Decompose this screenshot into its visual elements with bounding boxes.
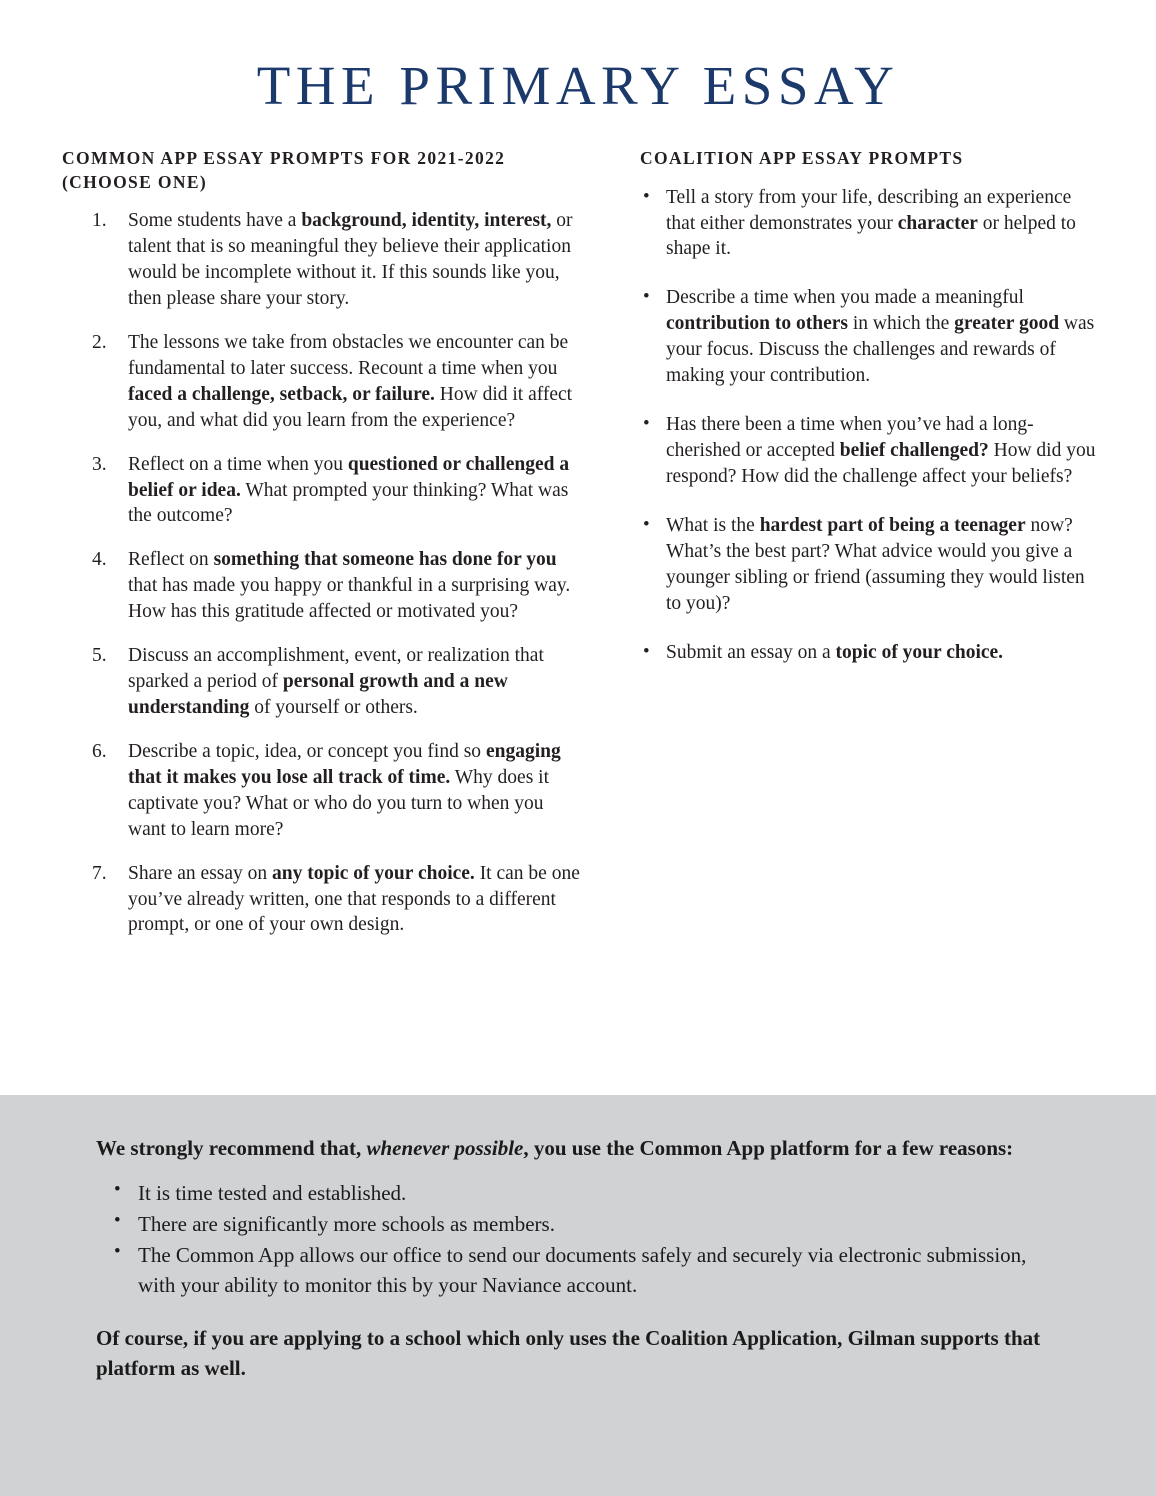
coalition-app-column-heading: COALITION APP ESSAY PROMPTS [640, 148, 964, 168]
bold-text: topic of your choice. [835, 641, 1004, 663]
bold-text: character [897, 212, 978, 234]
common-app-prompt-item: Reflect on a time when you questioned or challenged a belief or idea. What prompted your thinking? What was the outcome? [128, 453, 570, 527]
recommendation-reason-item: • It is time tested and established. [110, 1179, 1060, 1209]
recommendation-reason-list [96, 1179, 1060, 1300]
bold-text: faced a challenge, setback, or failure. [128, 383, 435, 405]
common-app-prompt-item: Some students have a background, identity, interest, or talent that is so meaningful they believe their application would be incomplete without it. If this sounds like you, then please share your story. [128, 210, 573, 310]
recommendation-band [0, 1095, 1156, 1496]
common-app-prompt-list [62, 208, 582, 938]
common-app-prompt-item: Reflect on something that someone has done for you that has made you happy or thankful in a surprising way. How has this gratitude affected or motivated you? [128, 549, 571, 623]
page-title: THE PRIMARY ESSAY [256, 55, 900, 116]
bold-text: engaging that it makes you lose all track of time. [128, 740, 561, 788]
coalition-app-prompt-item: • Tell a story from your life, describing an experience that either demonstrates your character or helped to shape it. [640, 185, 1100, 263]
emphasis-text: whenever possible [366, 1136, 524, 1160]
coalition-app-prompt-item: • Has there been a time when you’ve had a long-cherished or accepted belief challenged? How did you respond? How did the challenge affect your beliefs? [640, 412, 1100, 490]
bold-text: greater good [954, 313, 1060, 335]
common-app-column-heading: COMMON APP ESSAY PROMPTS FOR 2021-2022 (CHOOSE ONE) [62, 148, 506, 192]
bold-text: , you use the Common App platform for a few reasons: [523, 1136, 1014, 1160]
bold-text: contribution to others [666, 313, 848, 335]
coalition-app-column [640, 147, 1100, 688]
recommendation-reason-item: • The Common App allows our office to send our documents safely and securely via electronic submission, with your ability to monitor this by your Naviance account. [110, 1241, 1060, 1301]
bold-text: We strongly recommend that, [96, 1136, 367, 1160]
recommendation-reason-item: • There are significantly more schools as members. [110, 1210, 1060, 1240]
bold-text: any topic of your choice. [272, 862, 475, 884]
common-app-column [62, 147, 582, 956]
bold-text: background, identity, interest, [301, 210, 552, 232]
coalition-app-prompt-item: • Describe a time when you made a meaningful contribution to others in which the greater good was your focus. Discuss the challenges and rewards of making your contribution. [640, 285, 1100, 389]
common-app-prompt-item: Describe a topic, idea, or concept you find so engaging that it makes you lose all track of time. Why does it captivate you? What or who do you turn to when you want to learn more? [128, 740, 561, 840]
bold-text [366, 1136, 523, 1160]
bold-text: belief challenged? [839, 440, 989, 461]
common-app-prompt-item: Share an essay on any topic of your choice. It can be one you’ve already written, one that responds to a different prompt, or one of your own design. [128, 862, 580, 936]
bold-text: something that someone has done for you [213, 549, 557, 571]
recommendation-lead [96, 1133, 1060, 1163]
bold-text: questioned or challenged a belief or idea. [128, 453, 570, 501]
common-app-prompt-item: The lessons we take from obstacles we encounter can be fundamental to later success. Recount a time when you faced a challenge, setback, or failure. How did it affect you, and what did you learn from the experience? [128, 331, 573, 431]
coalition-app-prompt-list [640, 185, 1100, 666]
common-app-prompt-item: Discuss an accomplishment, event, or realization that sparked a period of personal growth and a new understanding of yourself or others. [128, 645, 544, 718]
bold-text: hardest part of being a teenager [759, 514, 1026, 536]
recommendation-closing: Of course, if you are applying to a school which only uses the Coalition Application, Gilman supports that platform as well. [96, 1325, 1041, 1381]
prompt-columns [0, 147, 1156, 956]
bold-text: personal growth and a new understanding [128, 671, 508, 718]
coalition-app-prompt-item: • What is the hardest part of being a teenager now? What’s the best part? What advice would you give a younger sibling or friend (assuming they would listen to you)? [640, 513, 1100, 617]
coalition-app-prompt-item: • Submit an essay on a topic of your choice. [640, 640, 1100, 666]
